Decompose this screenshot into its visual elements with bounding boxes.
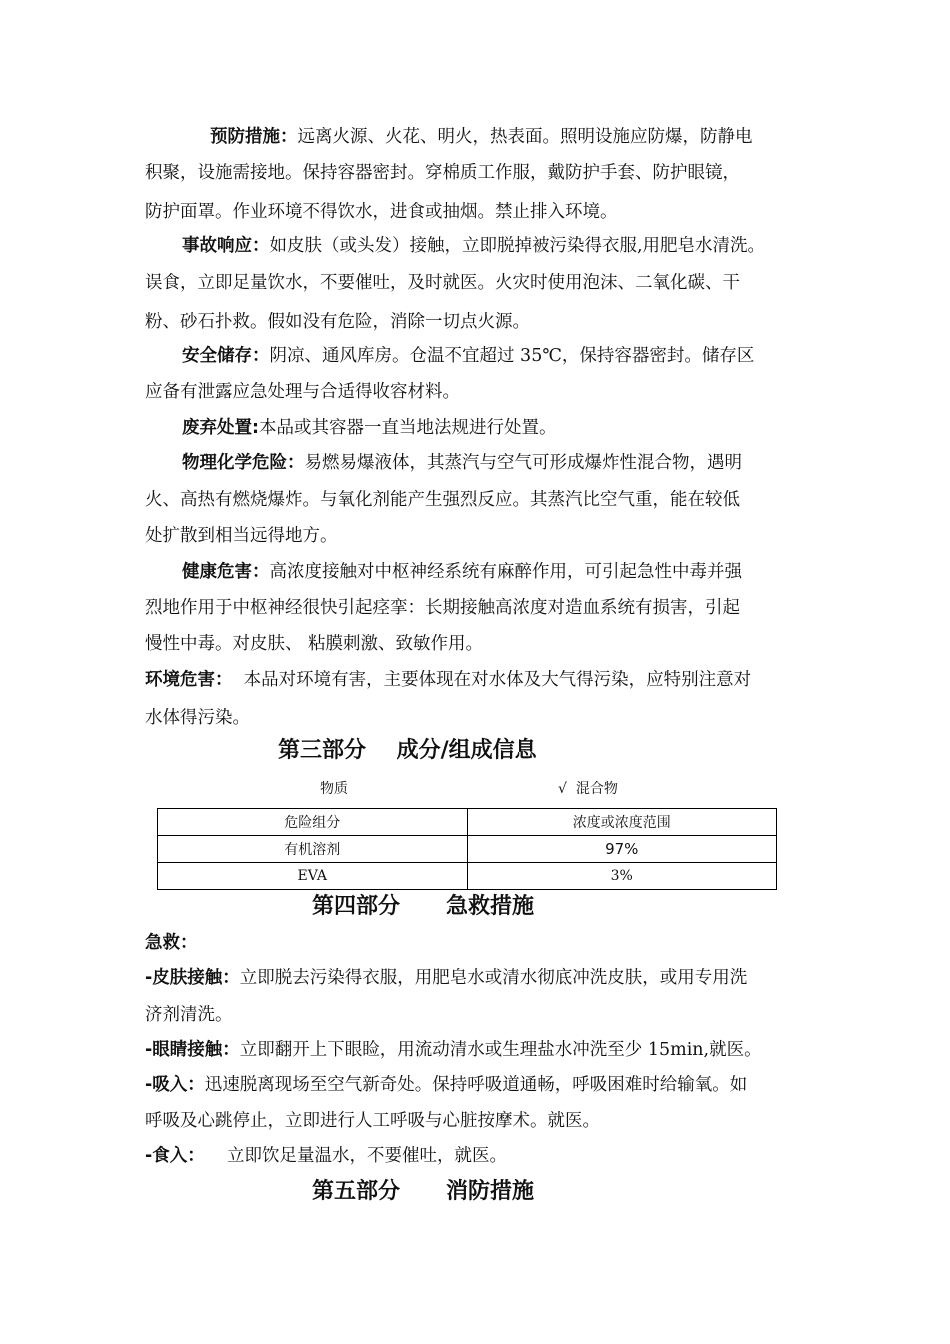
storage-line-2: 应备有泄露应急处理与合适得收容材料。 xyxy=(145,382,460,402)
section4-heading: 第四部分 急救措施 xyxy=(312,894,534,919)
table-header-cell: 危险组分 xyxy=(158,809,468,836)
section5-heading: 第五部分 消防措施 xyxy=(312,1179,534,1204)
eye-line-1 xyxy=(145,1038,762,1062)
physchem-text-1: 易燃易爆液体，其蒸汽与空气可形成爆炸性混合物，遇明 xyxy=(304,453,742,473)
table-header-row xyxy=(158,809,777,836)
prevention-line-3: 防护面罩。作业环境不得饮水，进食或抽烟。禁止排入环境。 xyxy=(145,202,618,222)
environment-text-1: 本品对环境有害，主要体现在对水体及大气得污染，应特别注意对 xyxy=(232,670,752,690)
mixture-label: √ 混合物 xyxy=(558,781,618,797)
storage-label: 安全储存： xyxy=(182,346,270,366)
skin-line-2: 济剂清洗。 xyxy=(145,1005,233,1025)
health-line-2: 烈地作用于中枢神经很快引起痉挛：长期接触高浓度对造血系统有损害，引起 xyxy=(145,598,740,618)
health-line-1 xyxy=(182,560,742,584)
composition-table xyxy=(157,808,777,890)
response-line-2: 误食，立即足量饮水，不要催吐，及时就医。火灾时使用泡沫、二氧化碳、干 xyxy=(145,273,740,293)
health-line-3: 慢性中毒。对皮肤、 粘膜刺激、致敏作用。 xyxy=(145,634,484,654)
ingestion-text-1: 立即饮足量温水，不要催吐，就医。 xyxy=(204,1146,508,1166)
skin-label: -皮肤接触： xyxy=(145,968,240,988)
eye-text-1: 立即翻开上下眼睑，用流动清水或生理盐水冲洗至少 15min,就医。 xyxy=(239,1040,762,1060)
table-row xyxy=(158,863,777,890)
ingestion-label: -食入： xyxy=(145,1146,205,1166)
prevention-text-1: 远离火源、火花、明火，热表面。照明设施应防爆，防静电 xyxy=(297,127,753,147)
table-cell: 97% xyxy=(467,836,777,863)
health-text-1: 高浓度接触对中枢神经系统有麻醉作用，可引起急性中毒并强 xyxy=(269,562,742,582)
response-text-1: 如皮肤（或头发）接触，立即脱掉被污染得衣服,用肥皂水清洗。 xyxy=(269,236,766,256)
response-label: 事故响应： xyxy=(182,236,270,256)
disposal-text-1: 本品或其容器一直当地法规进行处置。 xyxy=(259,418,557,438)
firstaid-label: 急救： xyxy=(145,933,198,953)
ingestion-line-1 xyxy=(145,1144,507,1168)
prevention-line-1 xyxy=(210,125,753,149)
section3-heading: 第三部分 成分/组成信息 xyxy=(278,738,537,763)
table-cell: 3% xyxy=(467,863,777,890)
storage-line-1 xyxy=(182,344,754,368)
inhalation-label: -吸入： xyxy=(145,1075,205,1095)
physchem-label: 物理化学危险： xyxy=(182,453,305,473)
physchem-line-2: 火、高热有燃烧爆炸。与氧化剂能产生强烈反应。其蒸汽比空气重，能在较低 xyxy=(145,490,740,510)
prevention-label: 预防措施： xyxy=(210,127,298,147)
table-cell: 有机溶剂 xyxy=(158,836,468,863)
health-label: 健康危害： xyxy=(182,562,270,582)
table-header-cell: 浓度或浓度范围 xyxy=(467,809,777,836)
physchem-line-1 xyxy=(182,451,742,475)
storage-text-1: 阴凉、通风库房。仓温不宜超过 35℃，保持容器密封。储存区 xyxy=(269,346,755,366)
inhalation-text-1: 迅速脱离现场至空气新奇处。保持呼吸道通畅，呼吸困难时给输氧。如 xyxy=(204,1075,748,1095)
skin-line-1 xyxy=(145,966,747,990)
response-line-1 xyxy=(182,234,765,258)
environment-line-1 xyxy=(145,668,751,692)
environment-line-2: 水体得污染。 xyxy=(145,708,250,728)
inhalation-line-2: 呼吸及心跳停止，立即进行人工呼吸与心脏按摩术。就医。 xyxy=(145,1111,600,1131)
disposal-label: 废弃处置: xyxy=(182,418,259,438)
skin-text-1: 立即脱去污染得衣服，用肥皂水或清水彻底冲洗皮肤，或用专用洗 xyxy=(239,968,748,988)
eye-label: -眼睛接触： xyxy=(145,1040,240,1060)
environment-label: 环境危害： xyxy=(145,670,233,690)
disposal-line-1 xyxy=(182,416,557,440)
table-row xyxy=(158,836,777,863)
table-cell: EVA xyxy=(158,863,468,890)
prevention-line-2: 积聚，设施需接地。保持容器密封。穿棉质工作服，戴防护手套、防护眼镜， xyxy=(145,163,740,183)
substance-label: 物质 xyxy=(320,781,348,797)
physchem-line-3: 处扩散到相当远得地方。 xyxy=(145,526,338,546)
inhalation-line-1 xyxy=(145,1073,747,1097)
response-line-3: 粉、砂石扑救。假如没有危险，消除一切点火源。 xyxy=(145,312,530,332)
